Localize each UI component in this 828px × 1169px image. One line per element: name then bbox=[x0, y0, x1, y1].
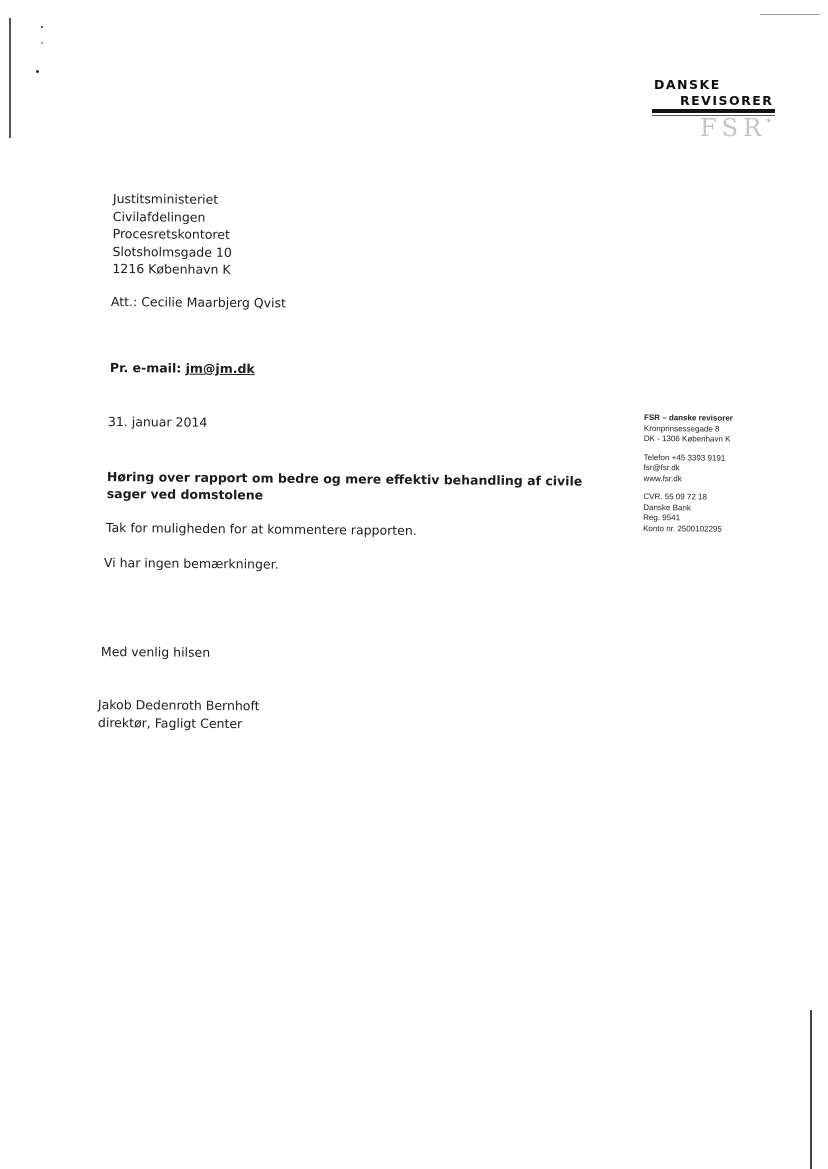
logo-bar bbox=[652, 109, 775, 113]
closing-salutation: Med venlig hilsen bbox=[100, 644, 211, 660]
letter-subject: Høring over rapport om bedre og mere effektiv behandling af civile sager ved domstolene bbox=[106, 468, 583, 503]
sender-web: www.fsr.dk bbox=[643, 473, 682, 483]
address-line: 1216 København K bbox=[112, 260, 231, 277]
logo-text-line1: DANSKE bbox=[654, 77, 721, 92]
sender-phone: Telefon +45 3393 9191 bbox=[643, 452, 726, 463]
email-link[interactable]: jm@jm.dk bbox=[185, 360, 255, 377]
signer-name: Jakob Dedenroth Bernhoft bbox=[97, 697, 260, 714]
address-line: Procesretskontoret bbox=[112, 225, 230, 242]
email-line bbox=[110, 360, 255, 376]
recipient-address bbox=[112, 190, 232, 278]
scan-right-edge bbox=[810, 1010, 812, 1169]
scan-speck bbox=[41, 42, 43, 44]
sender-info bbox=[643, 413, 764, 535]
scan-left-edge bbox=[9, 18, 11, 138]
signer-title: direktør, Fagligt Center bbox=[97, 715, 243, 732]
scan-speck bbox=[41, 26, 43, 28]
address-line: Slotsholmsgade 10 bbox=[112, 243, 232, 260]
sender-city: DK - 1306 København K bbox=[643, 433, 731, 444]
scan-speck bbox=[36, 70, 39, 73]
company-logo bbox=[640, 74, 780, 144]
sender-bank: Danske Bank bbox=[643, 502, 691, 512]
body-paragraph: Vi har ingen bemærkninger. bbox=[103, 555, 279, 572]
address-line: Civilafdelingen bbox=[112, 208, 206, 225]
body-paragraph: Tak for muligheden for at kommentere rapporten. bbox=[105, 520, 417, 538]
sender-email: fsr@fsr.dk bbox=[643, 462, 680, 473]
sender-cvr: CVR. 55 09 72 18 bbox=[643, 491, 707, 502]
logo-star-icon: * bbox=[766, 116, 772, 129]
sender-org: FSR – danske revisorer bbox=[643, 413, 733, 423]
sender-account: Konto nr. 2500102295 bbox=[643, 523, 722, 534]
address-line: Justitsministeriet bbox=[112, 190, 219, 207]
logo-fsr-mark: FSR bbox=[700, 114, 767, 142]
sender-reg: Reg. 9541 bbox=[643, 512, 681, 523]
email-label: Pr. e-mail: bbox=[109, 360, 182, 376]
logo-text-line2: REVISORER bbox=[680, 93, 774, 108]
letter-date: 31. januar 2014 bbox=[107, 414, 208, 430]
sender-street: Kronprinsessegade 8 bbox=[643, 423, 720, 434]
attention-line: Att.: Cecilie Maarbjerg Qvist bbox=[110, 294, 286, 311]
scan-top-line bbox=[760, 14, 820, 15]
